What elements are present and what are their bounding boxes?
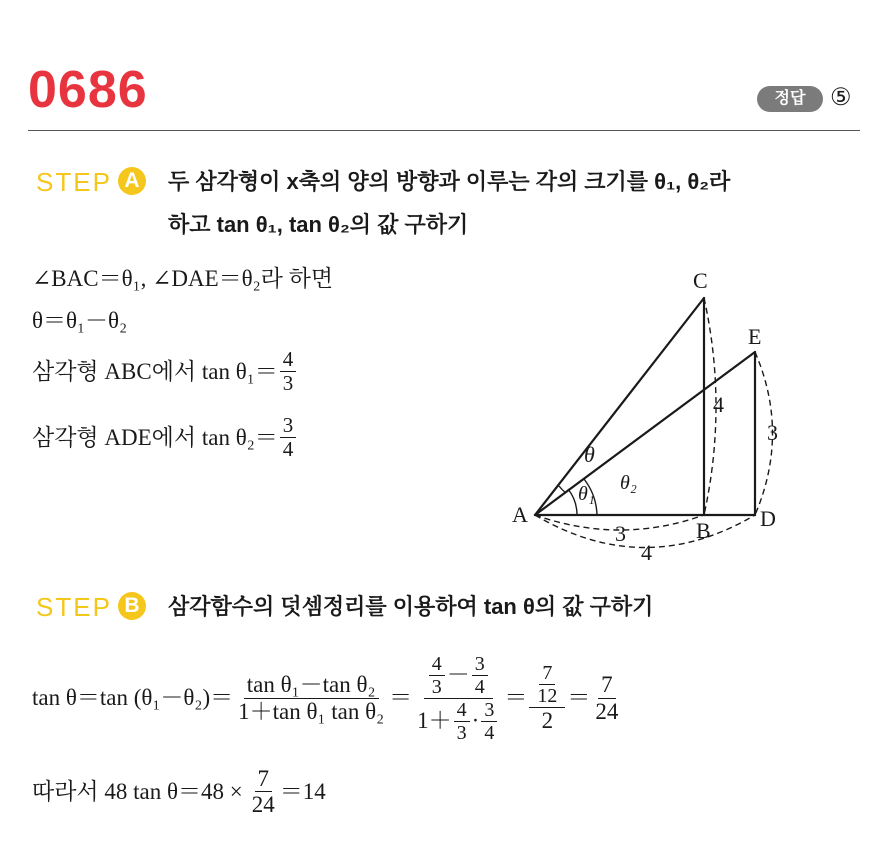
final-answer-line — [32, 766, 326, 818]
fraction-numerator: 4 — [429, 653, 445, 676]
tan-theta-formula — [32, 642, 623, 754]
fraction-numerator: 3 — [472, 653, 488, 676]
fraction-denominator: 3 — [431, 675, 442, 698]
tan-theta1-prefix: 삼각형 ABC에서 tan θ₁＝ — [32, 358, 278, 384]
fraction-denominator: 3 — [456, 721, 467, 744]
tan-theta2-prefix: 삼각형 ADE에서 tan θ₂＝ — [32, 424, 278, 450]
step-a-badge: A — [118, 167, 146, 195]
fraction-denominator: 4 — [484, 721, 495, 744]
fraction-numerator: 7 — [255, 766, 273, 792]
fraction-numerator: 3 — [481, 699, 497, 722]
minus-sign: － — [446, 662, 470, 688]
one-plus: 1＋ — [417, 708, 452, 734]
label-point-d: D — [760, 506, 776, 531]
equals-sign: ＝ — [389, 685, 413, 710]
label-angle-theta1: θ₁ — [578, 483, 595, 505]
fraction-denominator — [414, 699, 502, 744]
fraction-denominator: 3 — [282, 371, 294, 396]
arc-theta1 — [568, 489, 577, 515]
tan-theta2-fraction — [280, 414, 297, 461]
step-a-label: STEP — [36, 167, 112, 197]
subtraction-formula-fraction — [235, 672, 387, 724]
label-point-c: C — [693, 268, 708, 293]
equals-sign: ＝ — [567, 685, 591, 710]
tan-theta1-fraction — [280, 348, 297, 395]
fraction-numerator: tan θ₁－tan θ₂ — [244, 672, 379, 698]
equals-sign: ＝ — [504, 685, 528, 710]
fraction-denominator: 2 — [541, 708, 554, 734]
final-fraction — [249, 766, 278, 818]
fraction-numerator: 4 — [454, 699, 470, 722]
formula-lhs: tan θ＝tan (θ₁－θ₂)＝ — [32, 685, 234, 710]
label-length-de: 3 — [767, 420, 778, 445]
fraction-denominator: 1＋tan θ₁ tan θ₂ — [238, 698, 385, 724]
fraction-denominator: 4 — [282, 437, 294, 462]
label-angle-theta2: θ₂ — [620, 472, 637, 494]
label-length-ab: 3 — [615, 521, 626, 546]
fraction-seven-twelfths — [534, 662, 560, 707]
fraction-three-fourths — [472, 653, 488, 698]
theta-relation: θ＝θ₁－θ₂ — [32, 308, 128, 333]
tan-theta2-line — [32, 414, 298, 461]
final-prefix: 따라서 48 tan θ＝48 × — [32, 778, 243, 804]
fraction-numerator: 4 — [280, 348, 297, 372]
fraction-denominator: 12 — [537, 685, 558, 708]
label-point-e: E — [748, 324, 762, 349]
fraction-numerator: 7 — [539, 662, 555, 685]
label-point-b: B — [696, 518, 711, 543]
simplified-fraction — [529, 662, 565, 733]
fraction-numerator: 7 — [598, 672, 616, 698]
result-fraction — [592, 672, 621, 724]
fraction-numerator — [529, 662, 565, 708]
fraction-denominator: 24 — [595, 698, 619, 724]
label-point-a: A — [512, 502, 528, 527]
label-length-ad: 4 — [641, 540, 652, 565]
angle-definition: ∠BAC＝θ₁, ∠DAE＝θ₂라 하면 — [32, 266, 334, 291]
fraction-numerator — [424, 653, 493, 699]
answer-value: ⑤ — [830, 85, 852, 111]
answer-badge: 정답 — [757, 86, 823, 112]
fraction-three-fourths — [481, 699, 497, 744]
multiply-dot: · — [471, 708, 480, 734]
arc-theta — [559, 486, 566, 493]
segment-ae — [535, 352, 755, 515]
fraction-four-thirds — [454, 699, 470, 744]
step-a-title-line2: 하고 tan θ₁, tan θ₂의 값 구하기 — [168, 212, 469, 237]
fraction-denominator: 4 — [474, 675, 485, 698]
step-a-title-line1: 두 삼각형이 x축의 양의 방향과 이루는 각의 크기를 θ₁, θ₂라 — [168, 169, 731, 194]
final-suffix: ＝14 — [279, 778, 326, 804]
fraction-numerator: 3 — [280, 414, 297, 438]
tan-theta1-line — [32, 348, 298, 395]
label-angle-theta: θ — [584, 442, 595, 467]
problem-number: 0686 — [28, 61, 148, 119]
step-b-label: STEP — [36, 592, 112, 622]
triangle-diagram — [500, 260, 830, 580]
step-b-title: 삼각함수의 덧셈정리를 이용하여 tan θ의 값 구하기 — [168, 594, 654, 619]
step-b-badge: B — [118, 592, 146, 620]
substituted-fraction — [414, 653, 502, 744]
label-length-bc: 4 — [713, 392, 724, 417]
header-divider — [28, 130, 860, 131]
fraction-four-thirds — [429, 653, 445, 698]
fraction-denominator: 24 — [251, 792, 275, 818]
